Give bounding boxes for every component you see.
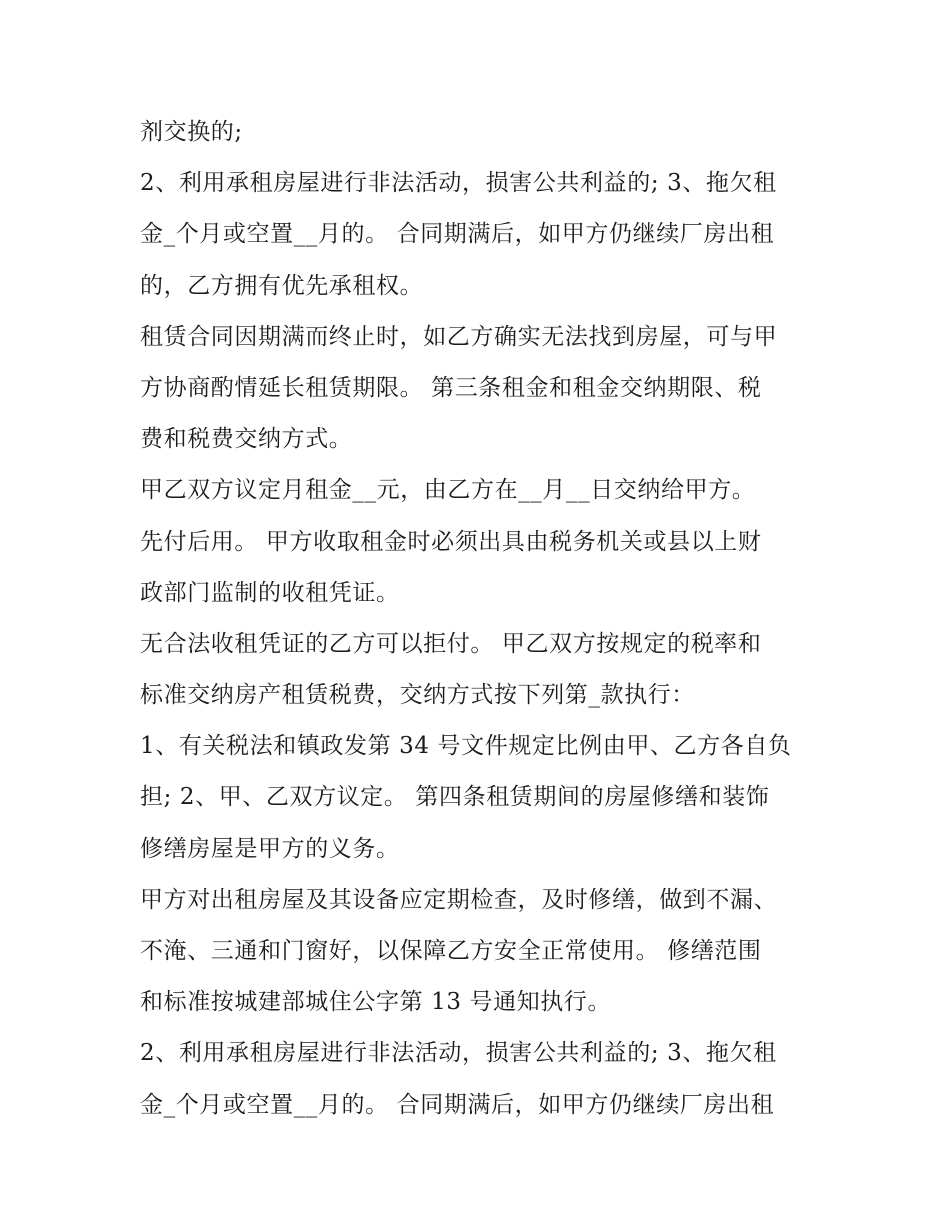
text-line: 金_个月或空置__月的。 合同期满后，如甲方仍继续厂房出租: [140, 1091, 775, 1118]
text-line: 的，乙方拥有优先承租权。: [140, 272, 424, 299]
text-line: 2、利用承租房屋进行非法活动，损害公共利益的; 3、拖欠租: [140, 170, 777, 197]
text-line: 不淹、三通和门窗好，以保障乙方安全正常使用。 修缮范围: [140, 938, 762, 964]
text-line: 剂交换的;: [140, 119, 243, 145]
text-line: 方协商酌情延长租赁期限。 第三条租金和租金交纳期限、税: [140, 374, 762, 401]
text-line: 金_个月或空置__月的。 合同期满后，如甲方仍继续厂房出租: [140, 221, 775, 248]
text-line: 和标准按城建部城住公字第 13 号通知执行。: [140, 989, 612, 1016]
text-line: 先付后用。 甲方收取租金时必须出具由税务机关或县以上财: [140, 528, 762, 555]
text-line: 修缮房屋是甲方的义务。: [140, 835, 400, 862]
text-line: 2、利用承租房屋进行非法活动，损害公共利益的; 3、拖欠租: [140, 1040, 777, 1067]
text-line: 1、有关税法和镇政发第 34 号文件规定比例由甲、乙方各自负: [140, 733, 792, 760]
text-line: 标准交纳房产租赁税费，交纳方式按下列第_款执行：: [140, 682, 695, 709]
text-line: 无合法收租凭证的乙方可以拒付。 甲乙双方按规定的税率和: [140, 630, 762, 657]
text-line: 担; 2、甲、乙双方议定。 第四条租赁期间的房屋修缮和装饰: [140, 784, 770, 811]
text-line: 甲乙双方议定月租金__元，由乙方在__月__日交纳给甲方。: [140, 477, 756, 504]
text-line: 政部门监制的收租凭证。: [140, 579, 400, 606]
text-line: 费和税费交纳方式。: [140, 426, 353, 453]
text-line: 租赁合同因期满而终止时，如乙方确实无法找到房屋，可与甲: [140, 323, 778, 350]
text-line: 甲方对出租房屋及其设备应定期检查，及时修缮，做到不漏、: [140, 886, 778, 913]
contract-text: [140, 107, 820, 1131]
